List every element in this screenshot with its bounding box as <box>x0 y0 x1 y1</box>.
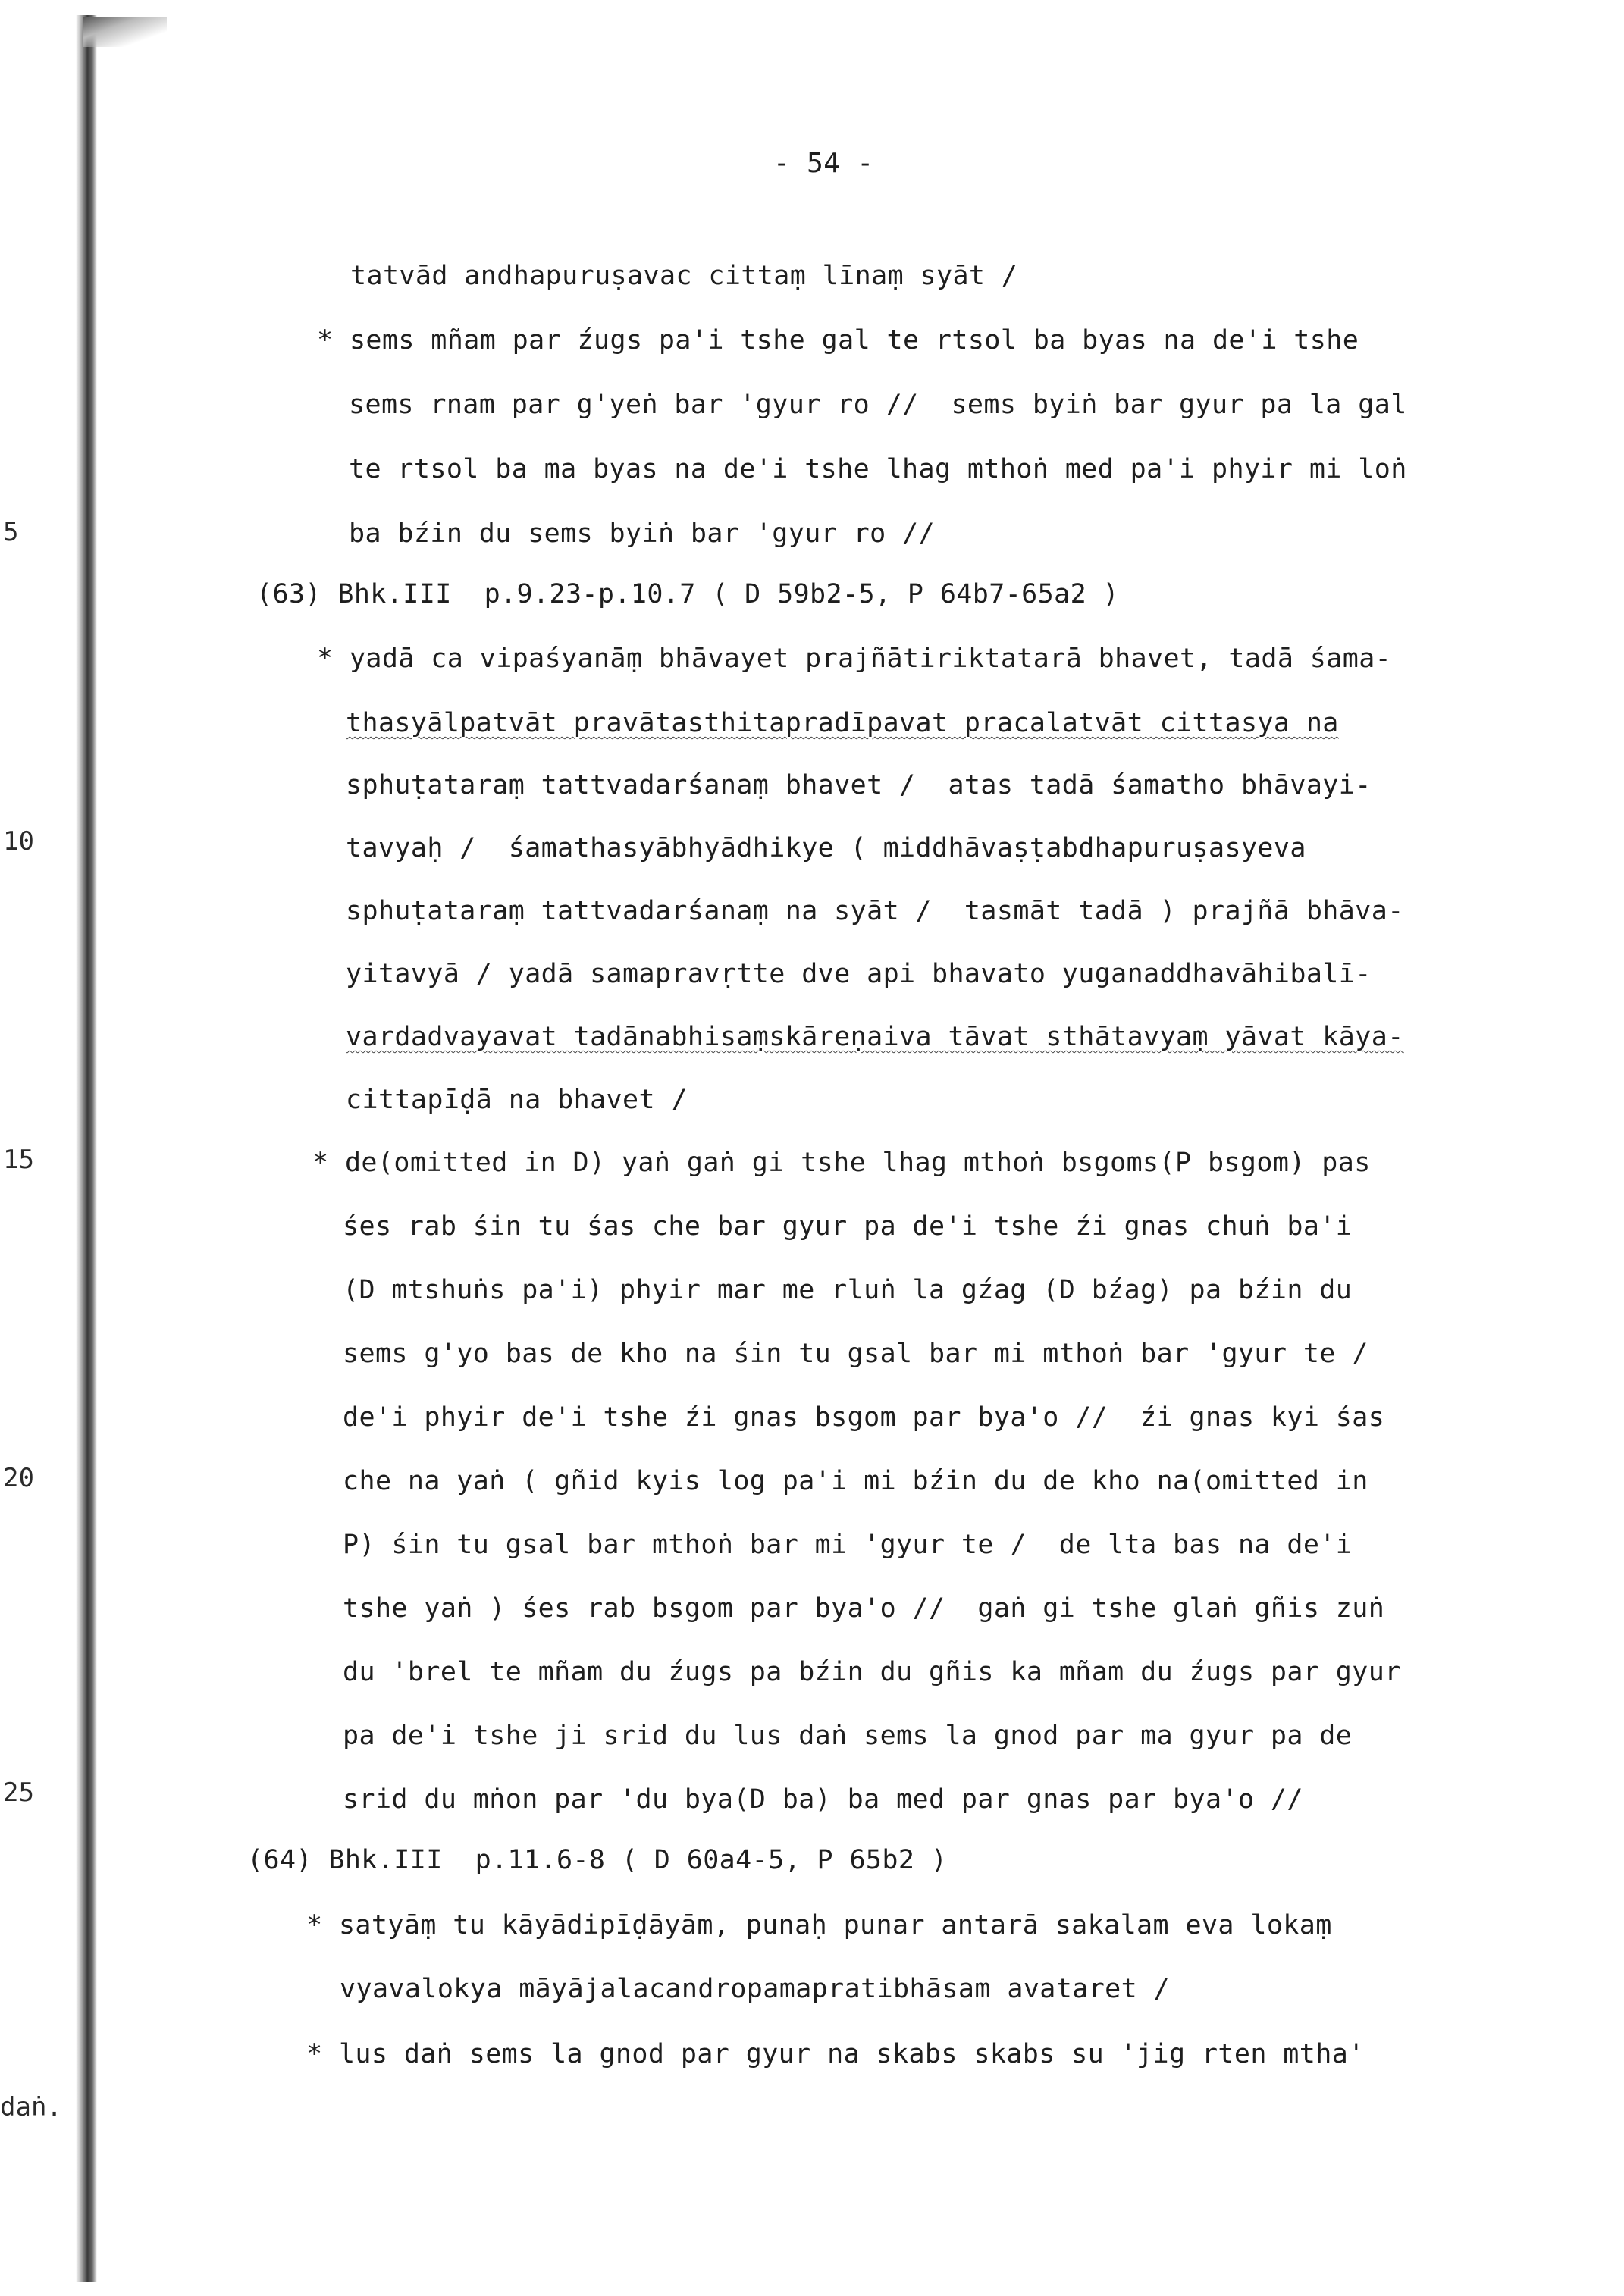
text-line: sems rnam par g'yeṅ bar 'gyur ro // sems byiṅ bar gyur pa la gal <box>349 390 1407 420</box>
text-line: yitavyā / yadā samapravṛtte dve api bhavato yuganaddhavāhibalī- <box>346 959 1372 989</box>
scan-binding-edge <box>76 15 97 2282</box>
text-line: sphuṭataraṃ tattvadarśanaṃ bhavet / atas tadā śamatho bhāvayi- <box>346 770 1372 800</box>
text-line: * de(omitted in D) yaṅ gaṅ gi tshe lhag mthoṅ bsgoms(P bsgom) pas <box>312 1148 1371 1178</box>
text-line: * yadā ca vipaśyanāṃ bhāvayet prajñātiriktatarā bhavet, tadā śama- <box>317 644 1392 674</box>
text-line: thasyālpatvāt pravātasthitapradīpavat pracalatvāt cittasya na <box>346 708 1339 738</box>
text-line: vardadvayavat tadānabhisaṃskāreṇaiva tāvat sthātavyaṃ yāvat kāya- <box>346 1022 1404 1052</box>
text-line: * sems mñam par źugs pa'i tshe gal te rtsol ba byas na de'i tshe <box>317 325 1359 356</box>
text-line: * satyāṃ tu kāyādipīḍāyām, punaḥ punar antarā sakalam eva lokaṃ <box>306 1910 1332 1940</box>
text-line: cittapīḍā na bhavet / <box>346 1085 688 1115</box>
text-line: ba bźin du sems byiṅ bar 'gyur ro // <box>349 518 935 549</box>
margin-line-number-25: 25 <box>3 1778 34 1808</box>
margin-line-number-10: 10 <box>3 826 34 857</box>
section-heading-63: (63) Bhk.III p.9.23-p.10.7 ( D 59b2-5, P 64b7-65a2 ) <box>256 579 1120 609</box>
text-line: (D mtshuṅs pa'i) phyir mar me rluṅ la gźag (D bźag) pa bźin du <box>343 1275 1353 1305</box>
scan-corner-shadow <box>83 17 167 47</box>
text-line: sphuṭataraṃ tattvadarśanaṃ na syāt / tasmāt tadā ) prajñā bhāva- <box>346 896 1404 926</box>
section-heading-64: (64) Bhk.III p.11.6-8 ( D 60a4-5, P 65b2 ) <box>247 1845 948 1875</box>
margin-line-number-20: 20 <box>3 1463 34 1493</box>
margin-fragment: daṅ. <box>0 2092 62 2122</box>
text-line: du 'brel te mñam du źugs pa bźin du gñis ka mñam du źugs par gyur <box>343 1657 1401 1687</box>
text-line: che na yaṅ ( gñid kyis log pa'i mi bźin du de kho na(omitted in <box>343 1466 1368 1496</box>
margin-line-number-5: 5 <box>3 517 19 547</box>
text-line: pa de'i tshe ji srid du lus daṅ sems la gnod par ma gyur pa de <box>343 1721 1353 1751</box>
page-number: - 54 - <box>773 148 874 179</box>
text-line: * lus daṅ sems la gnod par gyur na skabs skabs su 'jig rten mtha' <box>306 2039 1365 2069</box>
text-line: de'i phyir de'i tshe źi gnas bsgom par bya'o // źi gnas kyi śas <box>343 1402 1385 1433</box>
text-line: sems g'yo bas de kho na śin tu gsal bar mi mthoṅ bar 'gyur te / <box>343 1339 1368 1369</box>
text-line: vyavalokya māyājalacandropamapratibhāsam avataret / <box>340 1974 1171 2004</box>
text-line: srid du mṅon par 'du bya(D ba) ba med par gnas par bya'o // <box>343 1784 1303 1815</box>
text-line: śes rab śin tu śas che bar gyur pa de'i tshe źi gnas chuṅ ba'i <box>343 1211 1353 1242</box>
text-line: P) śin tu gsal bar mthoṅ bar mi 'gyur te / de lta bas na de'i <box>343 1530 1353 1560</box>
margin-line-number-15: 15 <box>3 1145 34 1175</box>
text-line: tavyaḥ / śamathasyābhyādhikye ( middhāvaṣṭabdhapuruṣasyeva <box>346 833 1306 863</box>
text-line: tatvād andhapuruṣavac cittaṃ līnaṃ syāt / <box>350 261 1018 291</box>
text-line: te rtsol ba ma byas na de'i tshe lhag mthoṅ med pa'i phyir mi loṅ <box>349 454 1407 484</box>
text-line: tshe yaṅ ) śes rab bsgom par bya'o // gaṅ gi tshe glaṅ gñis zuṅ <box>343 1593 1385 1624</box>
